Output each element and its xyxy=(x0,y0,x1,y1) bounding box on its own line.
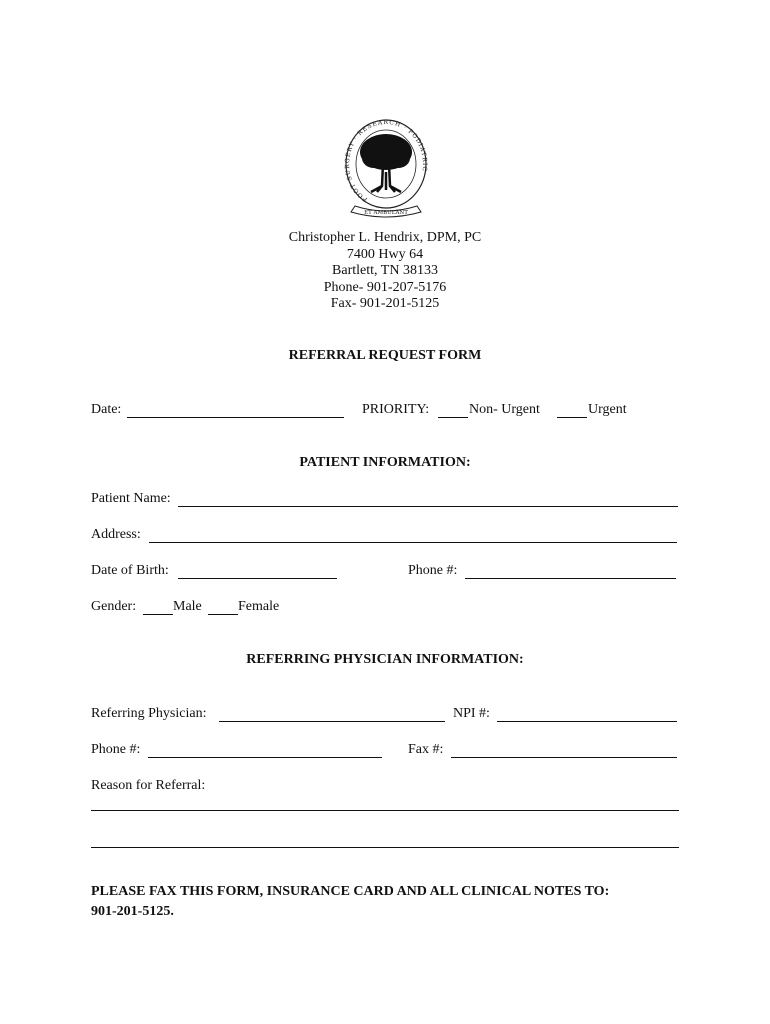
form-title: REFERRAL REQUEST FORM xyxy=(288,348,482,363)
female-label: Female xyxy=(238,599,280,614)
referring-physician-field[interactable] xyxy=(219,707,445,722)
non-urgent-checkbox[interactable] xyxy=(438,403,468,418)
urgent-label: Urgent xyxy=(588,402,627,417)
practice-phone: Phone- 901-207-5176 xyxy=(323,279,447,295)
patient-phone-field[interactable] xyxy=(465,564,676,579)
practice-address xyxy=(0,230,770,313)
logo-banner-text: ET AMBULANT xyxy=(364,210,408,216)
gender-label: Gender: xyxy=(91,599,137,614)
reason-label: Reason for Referral: xyxy=(91,778,206,793)
patient-name-label: Patient Name: xyxy=(91,491,171,506)
date-field[interactable] xyxy=(127,403,344,418)
male-checkbox[interactable] xyxy=(143,600,173,615)
reason-line-1[interactable] xyxy=(91,796,679,811)
female-checkbox[interactable] xyxy=(208,600,238,615)
physician-phone-label: Phone #: xyxy=(91,742,141,757)
practice-street: 7400 Hwy 64 xyxy=(346,246,424,262)
practice-fax: Fax- 901-201-5125 xyxy=(330,296,440,311)
non-urgent-label: Non- Urgent xyxy=(469,402,540,417)
date-label: Date: xyxy=(91,402,122,417)
physician-section-title: REFERRING PHYSICIAN INFORMATION: xyxy=(246,652,524,667)
patient-name-field[interactable] xyxy=(178,492,678,507)
address-label: Address: xyxy=(91,527,141,542)
physician-phone-field[interactable] xyxy=(148,743,382,758)
fax-field[interactable] xyxy=(451,743,677,758)
patient-phone-label: Phone #: xyxy=(408,563,458,578)
address-field[interactable] xyxy=(149,528,677,543)
fax-number: 901-201-5125. xyxy=(91,904,174,919)
urgent-checkbox[interactable] xyxy=(557,403,587,418)
npi-field[interactable] xyxy=(497,707,677,722)
fax-label: Fax #: xyxy=(408,742,444,757)
patient-section-title: PATIENT INFORMATION: xyxy=(299,455,471,470)
priority-label: PRIORITY: xyxy=(362,402,430,417)
dob-label: Date of Birth: xyxy=(91,563,169,578)
dob-field[interactable] xyxy=(178,564,337,579)
fax-instructions: PLEASE FAX THIS FORM, INSURANCE CARD AND ALL CLINICAL NOTES TO: xyxy=(91,884,610,899)
reason-line-2[interactable] xyxy=(91,833,679,848)
male-label: Male xyxy=(173,599,202,614)
referring-physician-label: Referring Physician: xyxy=(91,706,207,721)
npi-label: NPI #: xyxy=(453,706,490,721)
practice-name: Christopher L. Hendrix, DPM, PC xyxy=(288,230,482,245)
practice-city: Bartlett, TN 38133 xyxy=(332,263,438,278)
tree-seal-logo-icon xyxy=(341,112,431,224)
logo-ring-text: FOOT SURGERY · RESEARCH · PODIATRIC xyxy=(343,118,429,203)
